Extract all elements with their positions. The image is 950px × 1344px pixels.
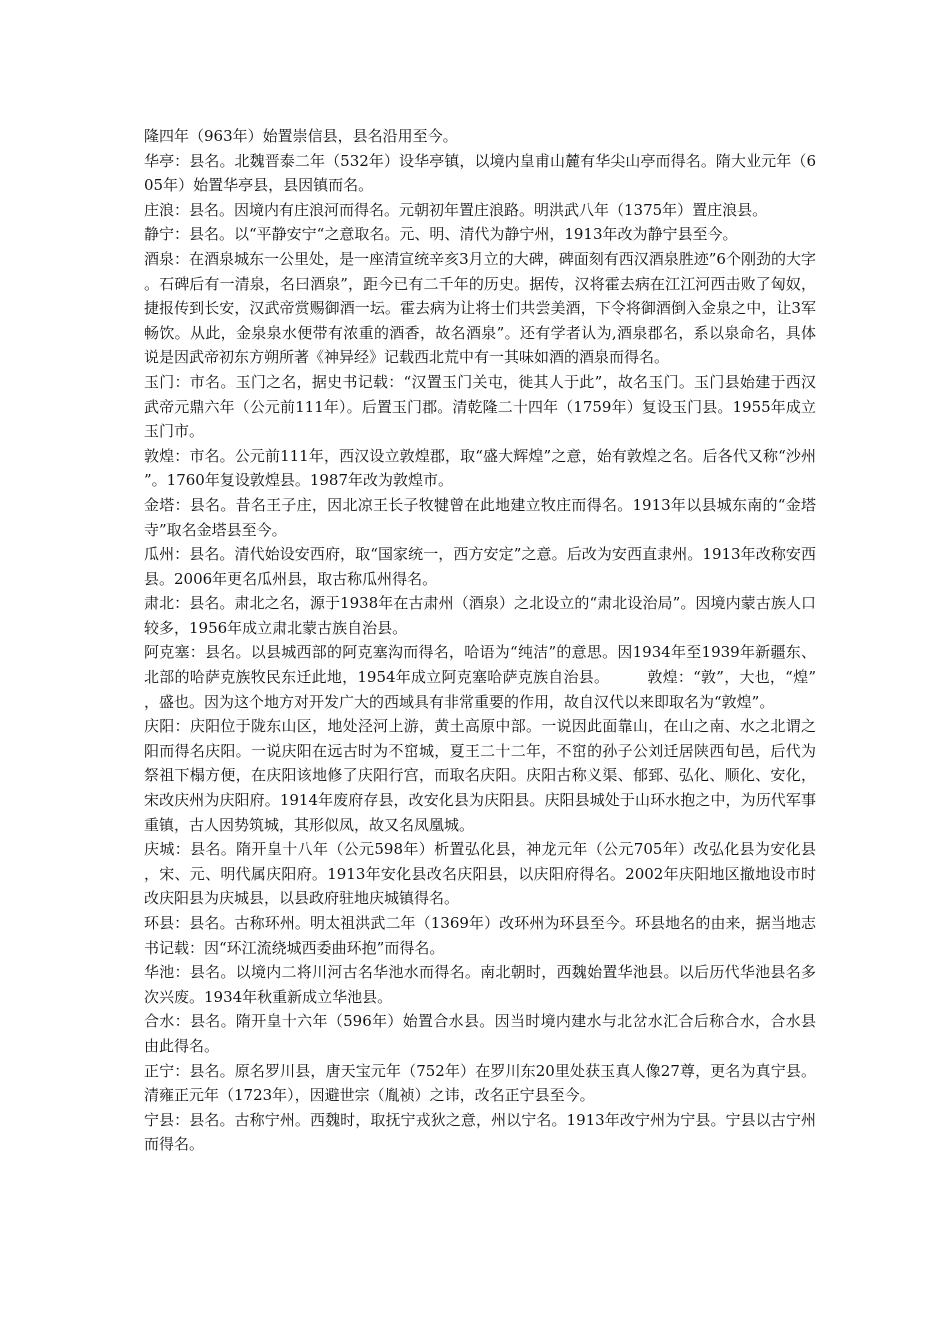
paragraph-zhengning: 正宁：县名。原名罗川县，唐天宝元年（752年）在罗川东20里处获玉真人像27尊，更名为真宁县。清雍正元年（1723年），因避世宗（胤祯）之讳，改名正宁县至今。 [144, 1061, 816, 1105]
paragraph-guazhou: 瓜州：县名。清代始设安西府，取“国家统一，西方安定”之意。后改为安西直隶州。1913年改称安西县。2006年更名瓜州县，取古称瓜州得名。 [144, 545, 816, 588]
paragraph-huating: 华亭：县名。北魏晋泰二年（532年）设华亭镇，以境内皇甫山麓有华尖山亭而得名。隋大业元年（605年）始置华亭县，县因镇而名。 [144, 151, 816, 195]
paragraph-jinta: 金塔：县名。昔名王子庄，因北凉王长子牧犍曾在此地建立牧庄而得名。1913年以县城东南的“金塔寺”取名金塔县至今。 [144, 495, 816, 539]
paragraph-huanxian: 环县：县名。古称环州。明太祖洪武二年（1369年）改环州为环县至今。环县地名的由来，据当地志书记载：因“环江流绕城西委曲环抱”而得名。 [144, 914, 816, 957]
paragraph-huachi: 华池：县名。以境内二将川河古名华池水而得名。南北朝时，西魏始置华池县。以后历代华池县名多次兴废。1934年秋重新成立华池县。 [144, 963, 816, 1006]
paragraph-chongxin-end: 隆四年（963年）始置崇信县，县名沿用至今。 [144, 127, 458, 145]
paragraph-ningxian: 宁县：县名。古称宁州。西魏时，取抚宁戎狄之意，州以宁名。1913年改宁州为宁县。宁县以古宁州而得名。 [144, 1110, 816, 1154]
paragraph-dunhuang-city: 敦煌：市名。公元前111年，西汉设立敦煌郡，取“盛大辉煌”之意，始有敦煌之名。后各代又称“沙州”。1760年复设敦煌县。1987年改为敦煌市。 [144, 446, 816, 490]
document-body [144, 124, 816, 1157]
paragraph-qingyang: 庆阳：庆阳位于陇东山区，地处泾河上游，黄土高原中部。一说因此面靠山，在山之南、水之北谓之阳而得名庆阳。一说庆阳在远古时为不窋城，夏王二十二年，不窋的孙子公刘迁居陕西旬邑，后代为祭祖下榻方便，在庆阳该地修了庆阳行宫，而取名庆阳。庆阳古称义渠、郁郅、弘化、顺化、安化，宋改庆州为庆阳府。1914年废府存县，改安化县为庆阳县。庆阳县城处于山环水抱之中，为历代军事重镇，古人因势筑城，其形似凤，故又名凤凰城。 [144, 717, 816, 834]
paragraph-yumen: 玉门：市名。玉门之名，据史书记载：“汉置玉门关屯，徙其人于此”，故名玉门。玉门县始建于西汉武帝元鼎六年（公元前111年）。后置玉门郡。清乾隆二十四年（1759年）复设玉门县。1955年成立玉门市。 [144, 372, 816, 441]
paragraph-qingcheng: 庆城：县名。隋开皇十八年（公元598年）析置弘化县，神龙元年（公元705年）改弘化县为安化县，宋、元、明代属庆阳府。1913年安化县改名庆阳县，以庆阳府得名。2002年庆阳地区撤地设市时改庆阳县为庆城县，以县政府驻地庆城镇得名。 [144, 840, 816, 908]
paragraph-akesai: 阿克塞：县名。以县城西部的阿克塞沟而得名，哈语为“纯洁”的意思。因1934年至1939年新疆东、北部的哈萨克族牧民东迁此地，1954年成立阿克塞哈萨克族自治县。 敦煌：“敦”，大也，“煌”，盛也。因为这个地方对开发广大的西域具有非常重要的作用，故自汉代以来即取名为“敦煌”。 [144, 643, 816, 711]
paragraph-jingning: 静宁：县名。以“平静安宁“之意取名。元、明、清代为静宁州，1913年改为静宁县至今。 [144, 225, 738, 244]
paragraph-jiuquan: 酒泉：在酒泉城东一公里处，是一座清宣统辛亥3月立的大碑，碑面刻有西汉酒泉胜迹”6个刚劲的大字。石碑后有一清泉，名曰酒泉”，距今已有二千年的历史。据传，汉将霍去病在江江河西击败了匈奴，捷报传到长安，汉武帝赏赐御酒一坛。霍去病为让将士们共尝美酒，下令将御酒倒入金泉之中，让3军畅饮。从此，金泉泉水便带有浓重的酒香，故名酒泉”。还有学者认为,酒泉郡名，系以泉命名，具体说是因武帝初东方朔所著《神异经》记载西北荒中有一其味如酒的酒泉而得名。 [144, 249, 816, 367]
paragraph-subei: 肃北：县名。肃北之名，源于1938年在古肃州（酒泉）之北设立的“肃北设治局”。因境内蒙古族人口较多，1956年成立肃北蒙古族自治县。 [144, 594, 816, 637]
paragraph-heshui: 合水：县名。隋开皇十六年（596年）始置合水县。因当时境内建水与北岔水汇合后称合水，合水县由此得名。 [144, 1012, 816, 1055]
paragraph-zhuanglang: 庄浪：县名。因境内有庄浪河而得名。元朝初年置庄浪路。明洪武八年（1375年）置庄浪县。 [144, 200, 768, 219]
